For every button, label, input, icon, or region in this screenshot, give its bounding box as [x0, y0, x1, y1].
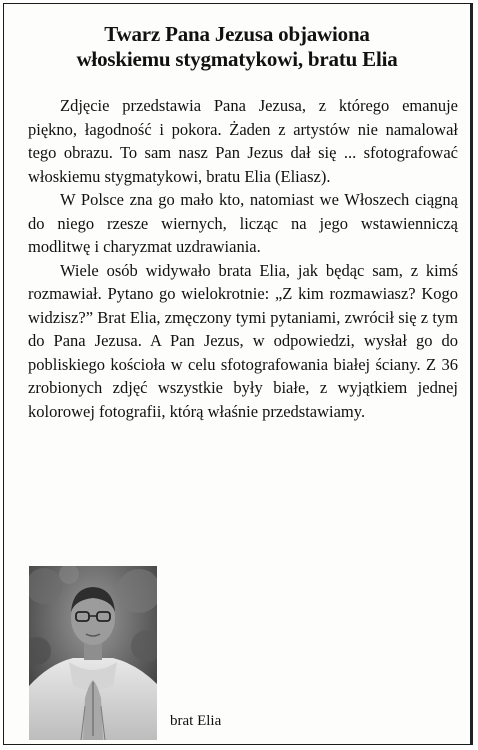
article-body: [28, 94, 458, 423]
title-line-2: włoskiemu stygmatykowi, bratu Elia: [76, 47, 398, 71]
portrait-photo: [29, 566, 157, 740]
portrait-photo-icon: [29, 566, 157, 740]
paragraph-3: Wiele osób widywało brata Elia, jak będąc sam, z kimś rozmawiał. Pytano go wielokrotnie: „Z kim rozmawiasz? Kogo widzisz?” Brat Elia, zmęczony tymi pytaniami, zwrócił się z tym do Pana Jezusa. A Pan Jezus, w odpowiedzi, wysłał go do pobliskiego kościoła w celu sfotografowania białej ściany. Z 36 zrobionych zdjęć wszystkie były białe, z wyjątkiem jednej kolorowej fotografii, którą właśnie przedstawiamy.: [28, 260, 458, 421]
title-line-1: Twarz Pana Jezusa objawiona: [104, 22, 370, 46]
document-page: [3, 3, 473, 745]
photo-caption: brat Elia: [170, 713, 222, 729]
article-title: [20, 22, 454, 72]
paragraph-2: W Polsce zna go mało kto, natomiast we Włoszech ciągną do niego rzesze wiernych, licząc na jego wstawienniczą modlitwę i charyzmat uzdrawiania.: [28, 190, 458, 256]
paragraph-1: Zdjęcie przedstawia Pana Jezusa, z którego emanuje piękno, łagodność i pokora. Żaden z artystów nie namalował tego obrazu. To sam nasz Pan Jezus dał się ... sfotografować włoskiemu stygmatykowi, bratu Elia (Eliasz).: [28, 96, 458, 186]
